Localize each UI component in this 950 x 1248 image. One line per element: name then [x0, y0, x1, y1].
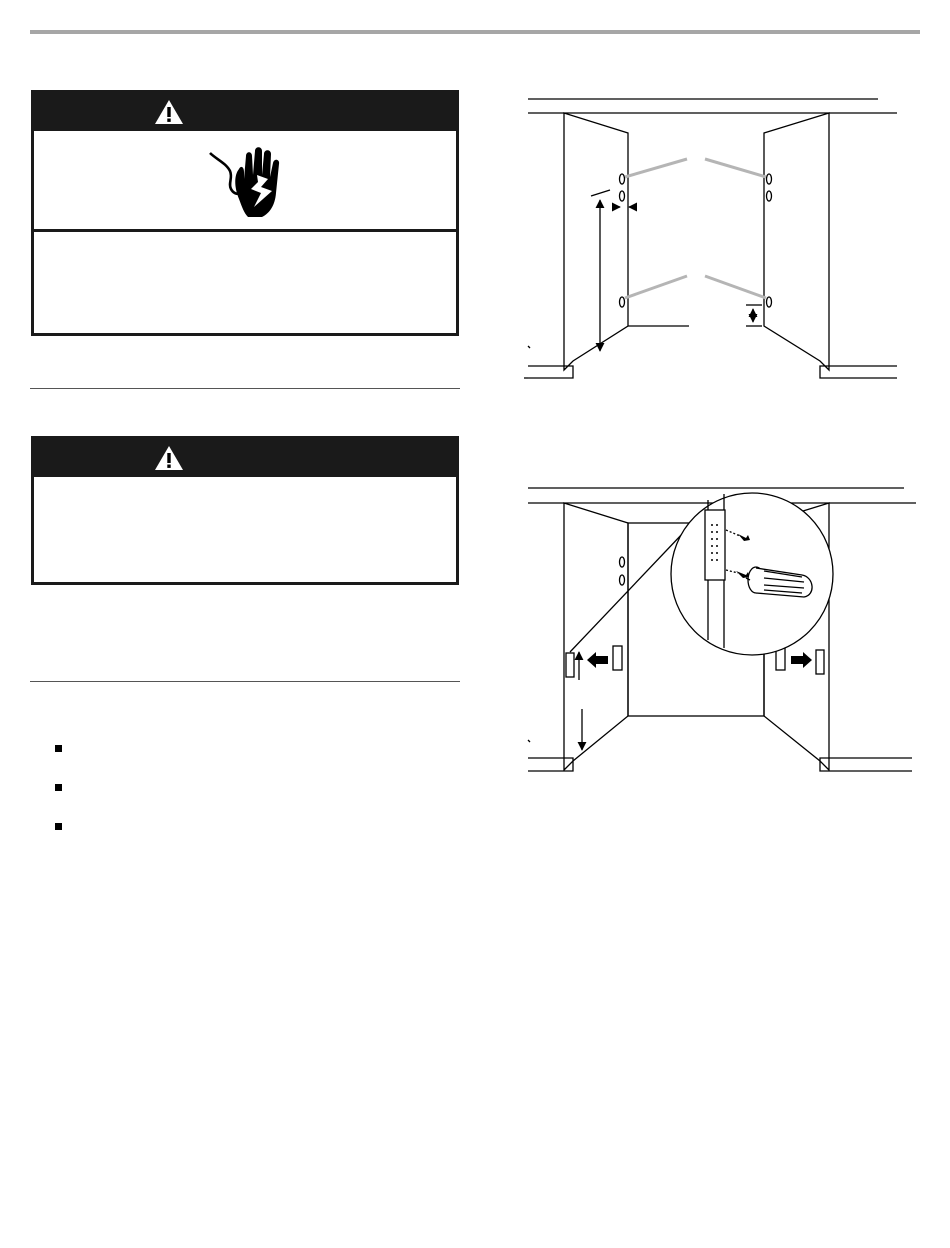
bullet-icon	[55, 784, 62, 791]
section-divider	[30, 388, 460, 389]
bullet-icon	[55, 823, 62, 830]
header-rule	[30, 30, 920, 34]
warning-triangle-icon	[154, 445, 184, 471]
cabinet-opening-measurement-figure	[524, 90, 904, 390]
warning-header	[34, 93, 456, 131]
electrical-shock-hand-icon	[206, 147, 306, 222]
section-divider	[30, 681, 460, 682]
warning-header	[34, 439, 456, 477]
hazard-symbol-area	[34, 131, 456, 232]
warning-message	[34, 232, 456, 260]
warning-triangle-icon	[154, 99, 184, 125]
electrical-shock-warning	[31, 90, 459, 336]
bracket-mounting-figure	[524, 480, 924, 780]
bullet-icon	[55, 745, 62, 752]
general-warning	[31, 436, 459, 585]
warning-message	[34, 477, 456, 505]
